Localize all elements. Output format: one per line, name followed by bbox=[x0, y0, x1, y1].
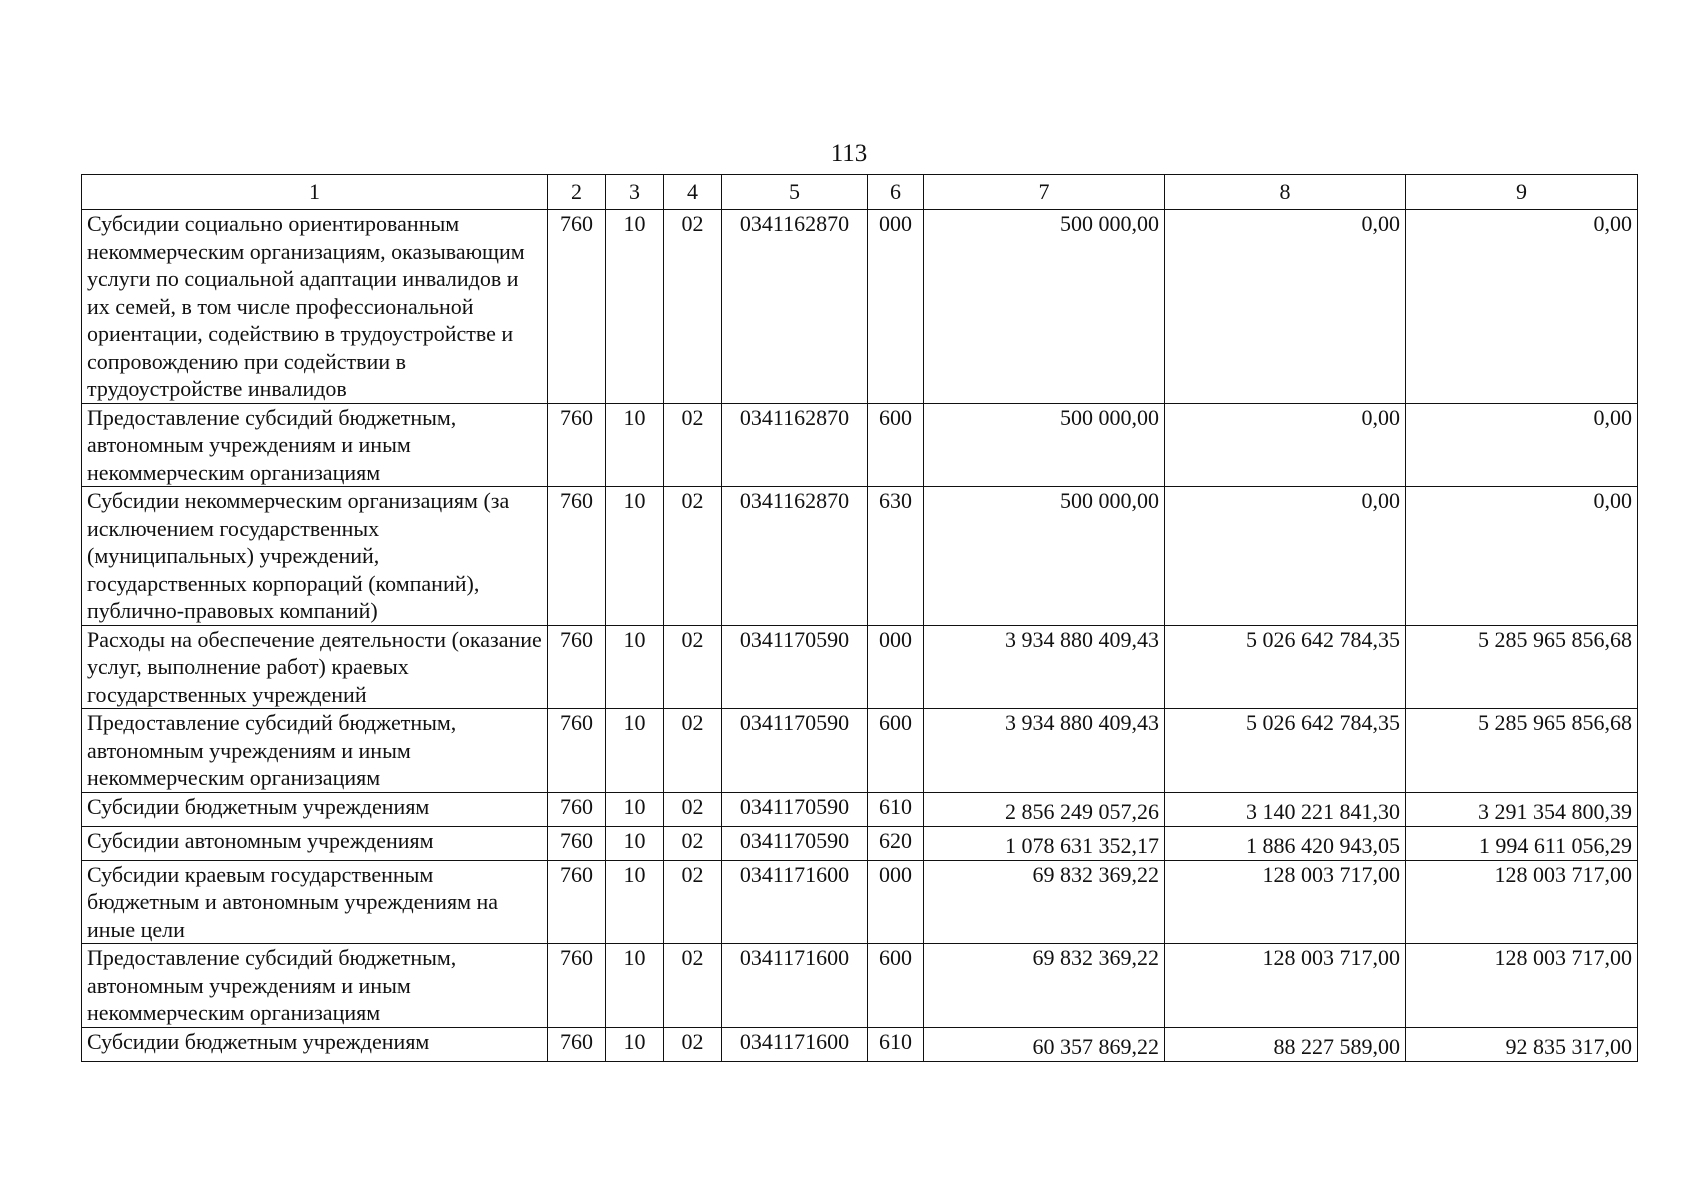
amount-col9: 3 291 354 800,39 bbox=[1406, 792, 1638, 826]
amount-col9: 5 285 965 856,68 bbox=[1406, 709, 1638, 793]
subsection-code: 02 bbox=[664, 826, 722, 860]
subsection-code: 02 bbox=[664, 792, 722, 826]
amount-col9: 0,00 bbox=[1406, 487, 1638, 626]
amount-col7: 69 832 369,22 bbox=[924, 860, 1165, 944]
expense-name: Субсидии бюджетным учреждениям bbox=[82, 792, 548, 826]
expense-type-code: 610 bbox=[868, 1027, 924, 1061]
target-article-code: 0341171600 bbox=[722, 944, 868, 1028]
expense-name: Субсидии некоммерческим организациям (за исключением государственных (муниципальных) учреждений, государственных корпораций (компаний), публично-правовых компаний) bbox=[82, 487, 548, 626]
subsection-code: 02 bbox=[664, 625, 722, 709]
ministry-code: 760 bbox=[548, 625, 606, 709]
table-row bbox=[82, 826, 1638, 860]
table-row bbox=[82, 625, 1638, 709]
ministry-code: 760 bbox=[548, 709, 606, 793]
ministry-code: 760 bbox=[548, 210, 606, 404]
section-code: 10 bbox=[606, 826, 664, 860]
column-header-6: 6 bbox=[868, 175, 924, 210]
column-number-row bbox=[82, 175, 1638, 210]
expense-type-code: 000 bbox=[868, 860, 924, 944]
amount-col8: 3 140 221 841,30 bbox=[1165, 792, 1406, 826]
column-header-4: 4 bbox=[664, 175, 722, 210]
ministry-code: 760 bbox=[548, 860, 606, 944]
column-header-7: 7 bbox=[924, 175, 1165, 210]
table-row bbox=[82, 792, 1638, 826]
expense-type-code: 600 bbox=[868, 709, 924, 793]
column-header-2: 2 bbox=[548, 175, 606, 210]
expense-type-code: 600 bbox=[868, 944, 924, 1028]
expense-type-code: 000 bbox=[868, 210, 924, 404]
target-article-code: 0341162870 bbox=[722, 487, 868, 626]
ministry-code: 760 bbox=[548, 792, 606, 826]
target-article-code: 0341170590 bbox=[722, 826, 868, 860]
amount-col9: 0,00 bbox=[1406, 210, 1638, 404]
target-article-code: 0341170590 bbox=[722, 792, 868, 826]
expense-name: Субсидии бюджетным учреждениям bbox=[82, 1027, 548, 1061]
amount-col7: 2 856 249 057,26 bbox=[924, 792, 1165, 826]
amount-col8: 128 003 717,00 bbox=[1165, 944, 1406, 1028]
section-code: 10 bbox=[606, 792, 664, 826]
table-row bbox=[82, 403, 1638, 487]
expense-type-code: 630 bbox=[868, 487, 924, 626]
amount-col7: 3 934 880 409,43 bbox=[924, 625, 1165, 709]
amount-col9: 5 285 965 856,68 bbox=[1406, 625, 1638, 709]
target-article-code: 0341170590 bbox=[722, 625, 868, 709]
amount-col8: 128 003 717,00 bbox=[1165, 860, 1406, 944]
subsection-code: 02 bbox=[664, 709, 722, 793]
section-code: 10 bbox=[606, 860, 664, 944]
amount-col7: 1 078 631 352,17 bbox=[924, 826, 1165, 860]
section-code: 10 bbox=[606, 1027, 664, 1061]
amount-col7: 500 000,00 bbox=[924, 403, 1165, 487]
table-row bbox=[82, 1027, 1638, 1061]
section-code: 10 bbox=[606, 403, 664, 487]
expense-type-code: 610 bbox=[868, 792, 924, 826]
amount-col8: 88 227 589,00 bbox=[1165, 1027, 1406, 1061]
amount-col9: 0,00 bbox=[1406, 403, 1638, 487]
subsection-code: 02 bbox=[664, 1027, 722, 1061]
subsection-code: 02 bbox=[664, 210, 722, 404]
section-code: 10 bbox=[606, 625, 664, 709]
target-article-code: 0341171600 bbox=[722, 860, 868, 944]
amount-col9: 128 003 717,00 bbox=[1406, 860, 1638, 944]
ministry-code: 760 bbox=[548, 403, 606, 487]
section-code: 10 bbox=[606, 709, 664, 793]
target-article-code: 0341171600 bbox=[722, 1027, 868, 1061]
amount-col7: 60 357 869,22 bbox=[924, 1027, 1165, 1061]
amount-col7: 3 934 880 409,43 bbox=[924, 709, 1165, 793]
ministry-code: 760 bbox=[548, 944, 606, 1028]
expense-name: Предоставление субсидий бюджетным, автономным учреждениям и иным некоммерческим организациям bbox=[82, 403, 548, 487]
ministry-code: 760 bbox=[548, 487, 606, 626]
budget-table bbox=[81, 174, 1638, 1062]
amount-col7: 500 000,00 bbox=[924, 487, 1165, 626]
section-code: 10 bbox=[606, 210, 664, 404]
ministry-code: 760 bbox=[548, 1027, 606, 1061]
column-header-8: 8 bbox=[1165, 175, 1406, 210]
section-code: 10 bbox=[606, 944, 664, 1028]
target-article-code: 0341162870 bbox=[722, 210, 868, 404]
amount-col7: 500 000,00 bbox=[924, 210, 1165, 404]
subsection-code: 02 bbox=[664, 403, 722, 487]
table-row bbox=[82, 487, 1638, 626]
target-article-code: 0341170590 bbox=[722, 709, 868, 793]
column-header-1: 1 bbox=[82, 175, 548, 210]
column-header-5: 5 bbox=[722, 175, 868, 210]
amount-col7: 69 832 369,22 bbox=[924, 944, 1165, 1028]
table-row bbox=[82, 210, 1638, 404]
expense-type-code: 000 bbox=[868, 625, 924, 709]
column-header-9: 9 bbox=[1406, 175, 1638, 210]
amount-col9: 1 994 611 056,29 bbox=[1406, 826, 1638, 860]
expense-name: Предоставление субсидий бюджетным, автономным учреждениям и иным некоммерческим организациям bbox=[82, 709, 548, 793]
table-row bbox=[82, 944, 1638, 1028]
subsection-code: 02 bbox=[664, 860, 722, 944]
ministry-code: 760 bbox=[548, 826, 606, 860]
amount-col8: 5 026 642 784,35 bbox=[1165, 625, 1406, 709]
target-article-code: 0341162870 bbox=[722, 403, 868, 487]
subsection-code: 02 bbox=[664, 487, 722, 626]
expense-name: Предоставление субсидий бюджетным, автономным учреждениям и иным некоммерческим организациям bbox=[82, 944, 548, 1028]
amount-col8: 0,00 bbox=[1165, 210, 1406, 404]
amount-col8: 0,00 bbox=[1165, 487, 1406, 626]
subsection-code: 02 bbox=[664, 944, 722, 1028]
amount-col8: 1 886 420 943,05 bbox=[1165, 826, 1406, 860]
page-number: 113 bbox=[830, 140, 868, 167]
expense-type-code: 620 bbox=[868, 826, 924, 860]
amount-col9: 128 003 717,00 bbox=[1406, 944, 1638, 1028]
expense-type-code: 600 bbox=[868, 403, 924, 487]
amount-col9: 92 835 317,00 bbox=[1406, 1027, 1638, 1061]
column-header-3: 3 bbox=[606, 175, 664, 210]
table-row bbox=[82, 860, 1638, 944]
table-row bbox=[82, 709, 1638, 793]
amount-col8: 0,00 bbox=[1165, 403, 1406, 487]
section-code: 10 bbox=[606, 487, 664, 626]
expense-name: Субсидии автономным учреждениям bbox=[82, 826, 548, 860]
amount-col8: 5 026 642 784,35 bbox=[1165, 709, 1406, 793]
expense-name: Субсидии краевым государственным бюджетным и автономным учреждениям на иные цели bbox=[82, 860, 548, 944]
expense-name: Субсидии социально ориентированным некоммерческим организациям, оказывающим услуги по социальной адаптации инвалидов и их семей, в том числе профессиональной ориентации, содействию в трудоустройстве и сопровождению при содействии в трудоустройстве инвалидов bbox=[82, 210, 548, 404]
expense-name: Расходы на обеспечение деятельности (оказание услуг, выполнение работ) краевых государственных учреждений bbox=[82, 625, 548, 709]
